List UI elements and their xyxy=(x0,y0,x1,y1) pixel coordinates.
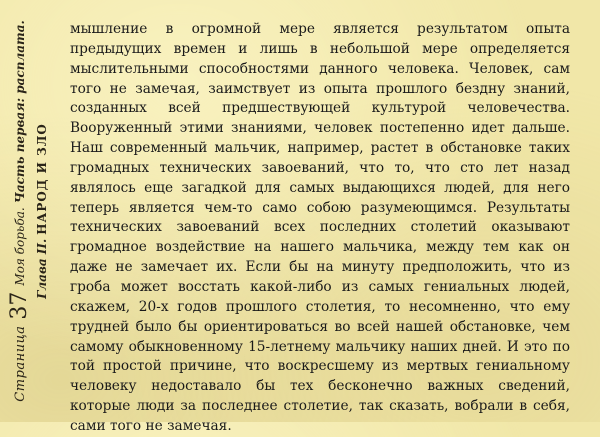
chapter-title: НАРОД И ЗЛО xyxy=(35,123,49,235)
margin-line-page-and-title xyxy=(9,11,31,411)
body-paragraph: мышление в огромной мере является результатом опыта предыдущих времен и лишь в небольшой мере определяется мыслительными способностями данного человека. Человек, сам того не замечая, заимствует из опыта прошлого бездну знаний, созданных всей предшествующей культурой человечества. Вооруженный этими знаниями, человек постепенно идет дальше. Наш современный мальчик, например, растет в обстановке таких громадных технических завоеваний, что то, что сто лет назад являлось еще загадкой для самых выдающихся людей, для него теперь является чем-то само собою разумеющимся. Результаты технических завоеваний всех последних столетий оказывают громадное воздействие на нашего мальчика, между тем как он даже не замечает их. Если бы на минуту предположить, что из гроба может восстать какой-либо из самых гениальных людей, скажем, 20-х годов прошлого столетия, то несомненно, что ему трудней было бы ориентироваться во всей нашей обстановке, чем самому обыкновенному 15-летнему мальчику наших дней. И это по той простой причине, что воскресшему из мертвых гениальному человеку недоставало бы тех бесконечно важных сведений, которые люди за последнее столетие, так сказать, вобрали в себя, сами того не замечая. xyxy=(70,21,570,434)
page-margin-header xyxy=(0,0,62,422)
book-title: Моя борьба. xyxy=(13,207,27,286)
chapter-label: Глава II. xyxy=(35,238,49,299)
margin-line-chapter xyxy=(31,11,53,411)
page-word: Страница xyxy=(13,325,28,402)
page-number: 37 xyxy=(7,291,32,320)
margin-header-label xyxy=(9,11,53,411)
part-title: Часть первая: расплата. xyxy=(13,20,27,204)
